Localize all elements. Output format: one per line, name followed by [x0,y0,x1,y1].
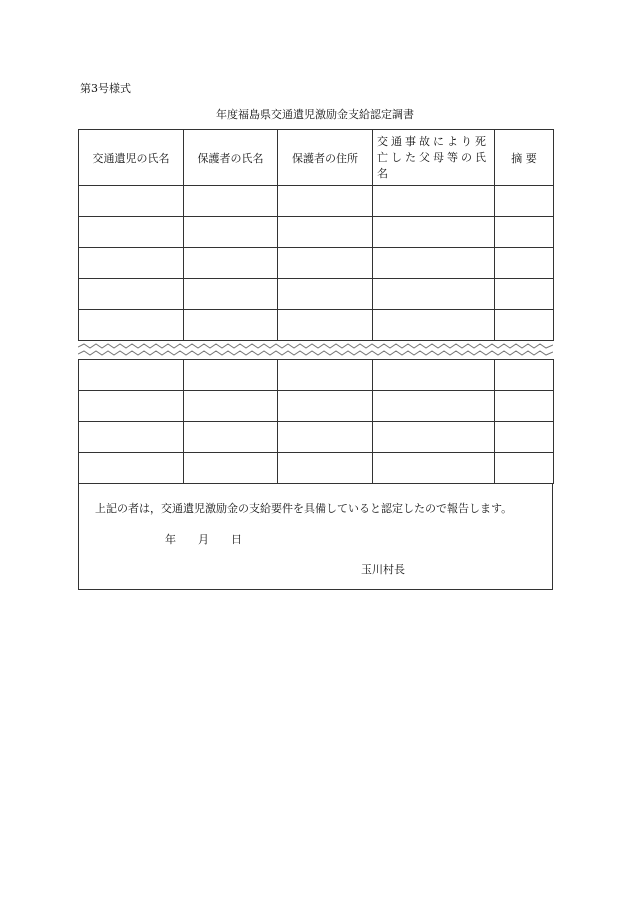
table-cell [184,310,278,341]
table-row [79,422,554,453]
table-cell [373,391,495,422]
table-cell [184,422,278,453]
table-cell [373,279,495,310]
table-cell [495,279,554,310]
tear-separator [78,341,553,359]
date-line [165,531,242,547]
header-remarks: 摘 要 [495,130,554,186]
date-day: 日 [231,533,242,546]
table-cell [184,248,278,279]
table-row [79,310,554,341]
table-cell [79,217,184,248]
table-cell [184,360,278,391]
table-cell [184,186,278,217]
table-row [79,391,554,422]
table-cell [373,453,495,484]
table-cell [79,279,184,310]
date-month: 月 [198,533,209,546]
table-cell [79,186,184,217]
table-cell [495,248,554,279]
table-cell [373,217,495,248]
table-cell [495,310,554,341]
table-cell [278,360,373,391]
table-cell [184,217,278,248]
table-cell [373,310,495,341]
certification-footer [78,484,553,590]
header-deceased-parent-name: 交通事故により死亡した父母等の氏名 [373,130,495,186]
table-cell [278,217,373,248]
table-cell [495,453,554,484]
table-bottom [78,359,554,484]
signer-title: 玉川村長 [361,563,405,576]
table-cell [495,360,554,391]
table-cell [79,310,184,341]
header-guardian-address: 保護者の住所 [278,130,373,186]
table-cell [278,422,373,453]
header-child-name: 交通遺児の氏名 [79,130,184,186]
header-row [79,130,554,186]
table-cell [79,453,184,484]
table-cell [495,422,554,453]
header-guardian-name: 保護者の氏名 [184,130,278,186]
table-cell [278,248,373,279]
date-year: 年 [165,533,176,546]
table-row [79,186,554,217]
table-cell [495,217,554,248]
table-row [79,248,554,279]
certification-table [78,129,553,590]
form-number: 第3号様式 [80,82,131,95]
table-cell [79,391,184,422]
table-row [79,453,554,484]
table-cell [184,279,278,310]
table-cell [373,248,495,279]
table-top [78,129,554,341]
table-cell [278,391,373,422]
table-cell [495,186,554,217]
certification-statement: 上記の者は，交通遺児激励金の支給要件を具備していると認定したので報告します。 [95,502,513,515]
table-cell [373,186,495,217]
table-cell [79,422,184,453]
table-cell [278,310,373,341]
table-cell [495,391,554,422]
table-row [79,217,554,248]
table-cell [373,360,495,391]
table-cell [184,453,278,484]
document-title: 年度福島県交通遺児激励金支給認定調書 [216,108,414,121]
table-cell [184,391,278,422]
table-cell [278,453,373,484]
table-cell [278,186,373,217]
table-row [79,279,554,310]
table-cell [79,360,184,391]
table-cell [278,279,373,310]
table-cell [79,248,184,279]
table-row [79,360,554,391]
table-cell [373,422,495,453]
